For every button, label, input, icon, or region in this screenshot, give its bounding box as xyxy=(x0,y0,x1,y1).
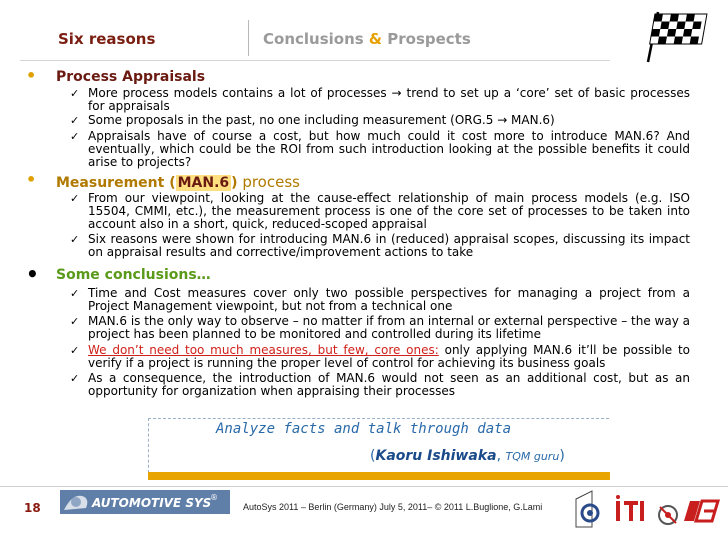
checkmark-icon: ✓ xyxy=(70,233,80,246)
man6-highlight: MAN.6 xyxy=(177,175,230,191)
section-title-process-appraisals: Process Appraisals xyxy=(56,69,206,85)
tab-six-reasons[interactable]: Six reasons xyxy=(58,30,156,48)
list-item: ✓ We don’t need too much measures, but few, core ones: only applying MAN.6 it’ll be possible to verify if a project is running the proper level of control for achieving its business goals xyxy=(70,343,690,370)
list-item: ✓ Some proposals in the past, no one including measurement (ORG.5 → MAN.6) xyxy=(70,113,555,127)
header-rule xyxy=(20,60,610,61)
tab-conclusions-label: Conclusions xyxy=(263,30,364,48)
quote-role: TQM guru xyxy=(505,450,560,463)
section-title-some-conclusions: Some conclusions… xyxy=(56,267,211,283)
bullet-icon: • xyxy=(26,262,39,286)
quote-text: Analyze facts and talk through data xyxy=(216,421,512,437)
checkmark-icon: ✓ xyxy=(70,287,80,300)
tab-divider xyxy=(248,20,249,56)
checkmark-icon: ✓ xyxy=(70,192,80,205)
automotive-sys-logo xyxy=(60,490,230,514)
partner-logos xyxy=(572,487,722,531)
cnr-logo xyxy=(659,506,677,524)
tab-conclusions-prospects[interactable] xyxy=(263,30,471,48)
list-item: ✓ MAN.6 is the only way to observe – no matter if from an internal or external perspective – the way a project has been planned to be monitored and controlled during its lifetime xyxy=(70,314,690,341)
footer-text: AutoSys 2011 – Berlin (Germany) July 5, 2011– © 2011 L.Buglione, G.Lami xyxy=(243,502,543,512)
quote-author: Kaoru Ishiwaka xyxy=(375,448,497,464)
checkmark-icon: ✓ xyxy=(70,87,80,100)
list-item: ✓ Time and Cost measures cover only two possible perspectives for managing a project from a Project Management viewpoint, but not from a technical one xyxy=(70,286,690,313)
list-item: ✓ Six reasons were shown for introducing MAN.6 in (reduced) appraisal scopes, discussing its impact on appraisal results and corrective/improvement actions to take xyxy=(70,232,690,259)
checkmark-icon: ✓ xyxy=(70,130,80,143)
quote-bar xyxy=(148,472,610,480)
ets-logo xyxy=(684,501,718,521)
list-item: ✓ Appraisals have of course a cost, but how much could it cost more to introduce MAN.6? And eventually, which could be the ROI from such introduction looking at the possible benefits it could arise to projects? xyxy=(70,129,690,169)
tab-ampersand: & xyxy=(368,30,383,48)
tab-prospects-label: Prospects xyxy=(387,30,471,48)
list-item: ✓ More process models contains a lot of processes → trend to set up a ‘core’ set of basic processes for appraisals xyxy=(70,86,690,113)
isti-logo xyxy=(616,495,644,521)
list-item: ✓ From our viewpoint, looking at the cause-effect relationship of main process models (e.g. ISO 15504, CMMI, etc.), the measurement process is one of the core set of processes to be taken into account also in a short, quick, reduced-scoped appraisal xyxy=(70,191,690,231)
logo-reg: ® xyxy=(210,493,218,502)
bullet-icon: • xyxy=(26,170,37,189)
checkmark-icon: ✓ xyxy=(70,344,80,357)
page-number: 18 xyxy=(24,501,41,515)
checkmark-icon: ✓ xyxy=(70,315,80,328)
list-item: ✓ As a consequence, the introduction of MAN.6 would not seen as an additional cost, but as an opportunity for organization when appraising their processes xyxy=(70,371,690,398)
checkmark-icon: ✓ xyxy=(70,114,80,127)
bullet-icon: • xyxy=(26,66,37,85)
checkered-flag-icon xyxy=(640,8,718,64)
section-title-measurement: Measurement ( MAN.6 ) process xyxy=(56,173,300,191)
quote-attribution: (Kaoru Ishiwaka, TQM guru) xyxy=(370,448,565,464)
logo-text: AUTOMOTIVE SYS xyxy=(92,496,212,510)
highlight-red-text: We don’t need too much measures, but few, core ones: xyxy=(88,343,439,357)
checkmark-icon: ✓ xyxy=(70,372,80,385)
